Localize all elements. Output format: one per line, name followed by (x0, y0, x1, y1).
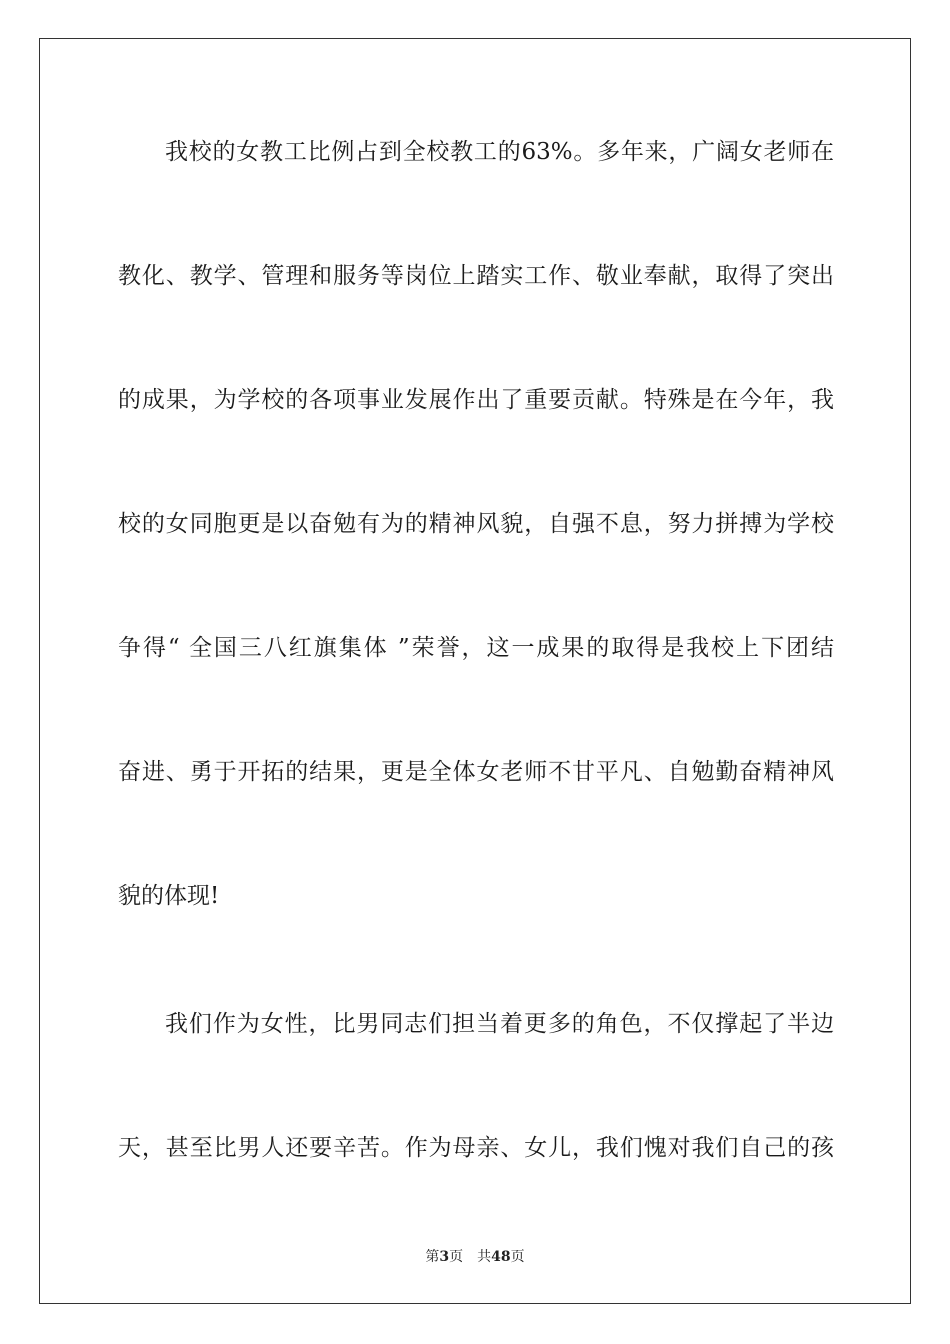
paragraph-1-line-1: 我校的女教工比例占到全校教工的63%。多年来，广阔女老师在 (165, 139, 834, 165)
paragraph-2-line-2: 天，甚至比男人还要辛苦。作为母亲、女儿，我们愧对我们自己的孩 (118, 1135, 834, 1161)
paragraph-1-line-4: 校的女同胞更是以奋勉有为的精神风貌，自强不息，努力拼搏为学校 (118, 511, 834, 537)
page-footer (0, 1248, 950, 1266)
total-suffix: 页 (510, 1249, 525, 1265)
page-prefix: 第 (425, 1249, 440, 1265)
page-number: 3 (439, 1249, 450, 1265)
paragraph-1-line-2: 教化、教学、管理和服务等岗位上踏实工作、敬业奉献，取得了突出 (118, 263, 834, 289)
paragraph-1-line-3: 的成果，为学校的各项事业发展作出了重要贡献。特殊是在今年，我 (118, 387, 834, 413)
page-suffix: 页 (449, 1249, 464, 1265)
paragraph-1-line-6: 奋进、勇于开拓的结果，更是全体女老师不甘平凡、自勉勤奋精神风 (118, 759, 834, 785)
paragraph-1-line-7: 貌的体现! (118, 883, 220, 909)
total-pages: 48 (491, 1249, 511, 1265)
paragraph-2-line-1: 我们作为女性，比男同志们担当着更多的角色，不仅撑起了半边 (165, 1011, 834, 1037)
paragraph-1-line-5: 争得“ 全国三八红旗集体 ”荣誉，这一成果的取得是我校上下团结 (118, 635, 834, 661)
page-border (39, 38, 911, 1304)
total-prefix: 共 (477, 1249, 492, 1265)
